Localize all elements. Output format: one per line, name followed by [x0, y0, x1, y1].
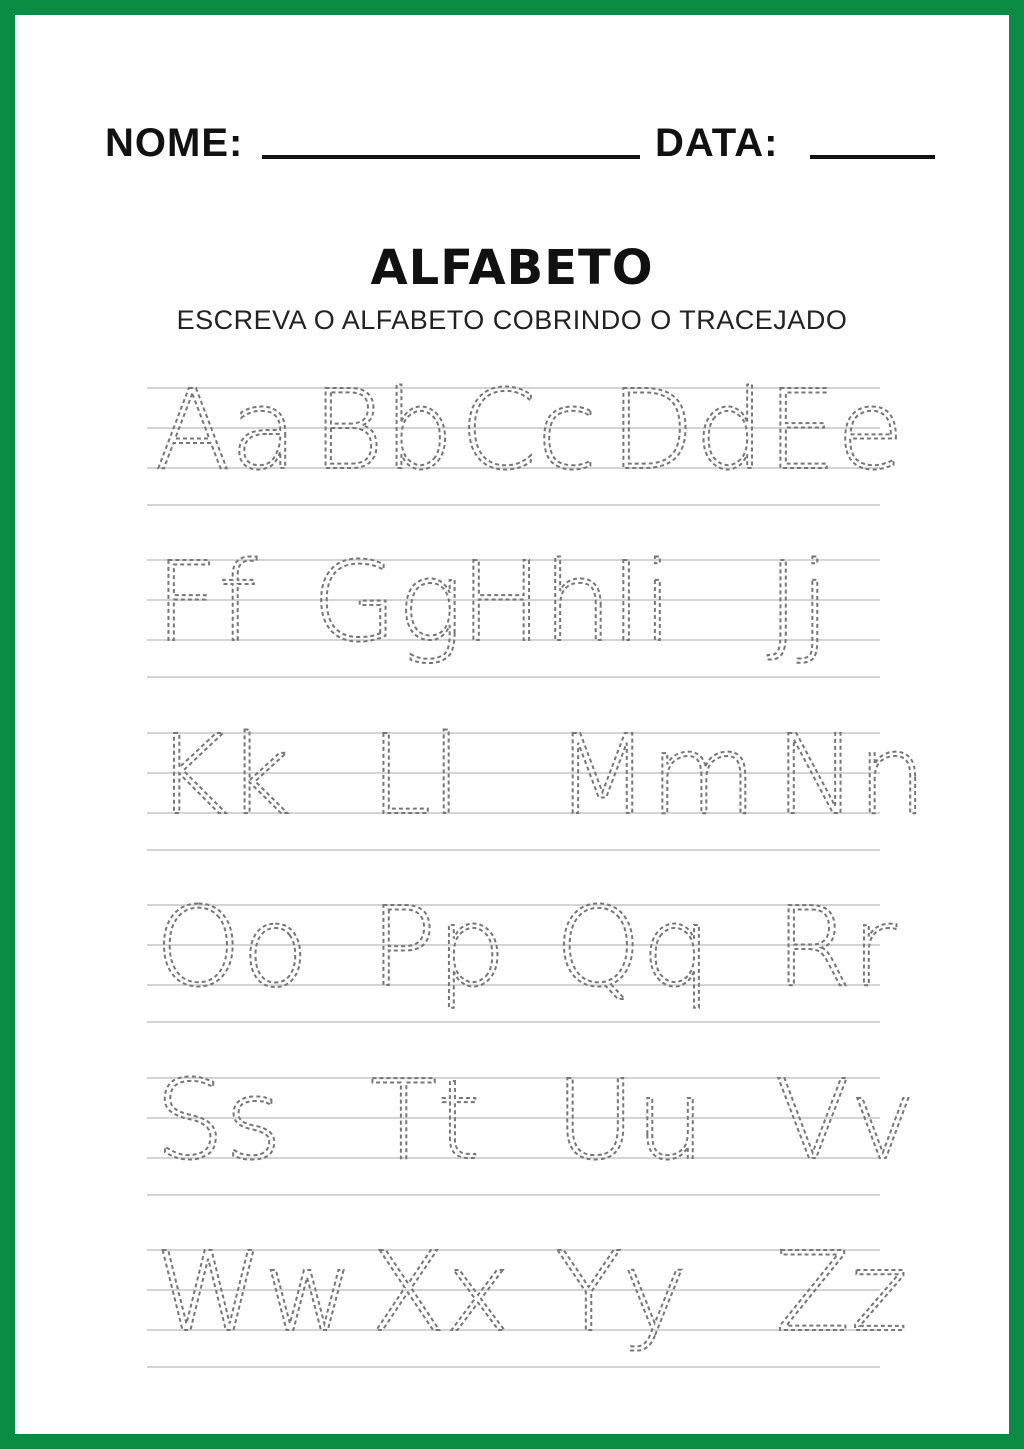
trace-letter-a[interactable]: Aa	[155, 366, 298, 494]
trace-letter-d[interactable]: Dd	[610, 366, 765, 494]
trace-letter-s[interactable]: Ss	[155, 1056, 283, 1184]
trace-letter-l[interactable]: Ll	[370, 711, 462, 839]
trace-letter-h[interactable]: Hh	[460, 538, 613, 666]
trace-letter-f[interactable]: Ff	[155, 538, 257, 666]
trace-letter-g[interactable]: Gg	[312, 538, 464, 666]
trace-letter-r[interactable]: Rr	[775, 883, 897, 1011]
tracing-area	[15, 15, 1009, 1434]
tracing-row	[147, 883, 897, 1022]
trace-letter-v[interactable]: Vv	[775, 1056, 916, 1184]
trace-letter-o[interactable]: Oo	[155, 883, 309, 1011]
trace-letter-k[interactable]: Kk	[155, 711, 291, 839]
page-title: ALFABETO	[370, 240, 654, 296]
trace-letter-u[interactable]: Uu	[555, 1056, 706, 1184]
instructions: ESCREVA O ALFABETO COBRINDO O TRACEJADO	[176, 305, 848, 335]
trace-letter-i[interactable]: Ii	[610, 538, 674, 666]
name-label: NOME:	[105, 121, 244, 165]
tracing-row	[147, 1056, 915, 1195]
trace-letter-z[interactable]: Zz	[775, 1228, 909, 1356]
trace-letter-j[interactable]: Jj	[767, 538, 831, 666]
tracing-row	[147, 711, 927, 850]
tracing-row	[147, 538, 880, 677]
trace-letter-t[interactable]: Tt	[370, 1056, 481, 1184]
trace-letter-m[interactable]: Mm	[555, 711, 758, 839]
trace-letter-b[interactable]: Bb	[312, 366, 454, 494]
trace-letter-e[interactable]: Ee	[767, 366, 905, 494]
trace-letter-w[interactable]: Ww	[155, 1228, 354, 1356]
date-label: DATA:	[655, 121, 779, 165]
tracing-row	[147, 1228, 908, 1367]
trace-letter-c[interactable]: Cc	[460, 366, 598, 494]
trace-letter-p[interactable]: Pp	[370, 883, 507, 1011]
trace-letter-y[interactable]: Yy	[555, 1228, 688, 1356]
trace-letter-q[interactable]: Qq	[555, 883, 712, 1011]
trace-letter-x[interactable]: Xx	[370, 1228, 511, 1356]
tracing-row	[147, 366, 904, 505]
trace-letter-n[interactable]: Nn	[775, 711, 928, 839]
